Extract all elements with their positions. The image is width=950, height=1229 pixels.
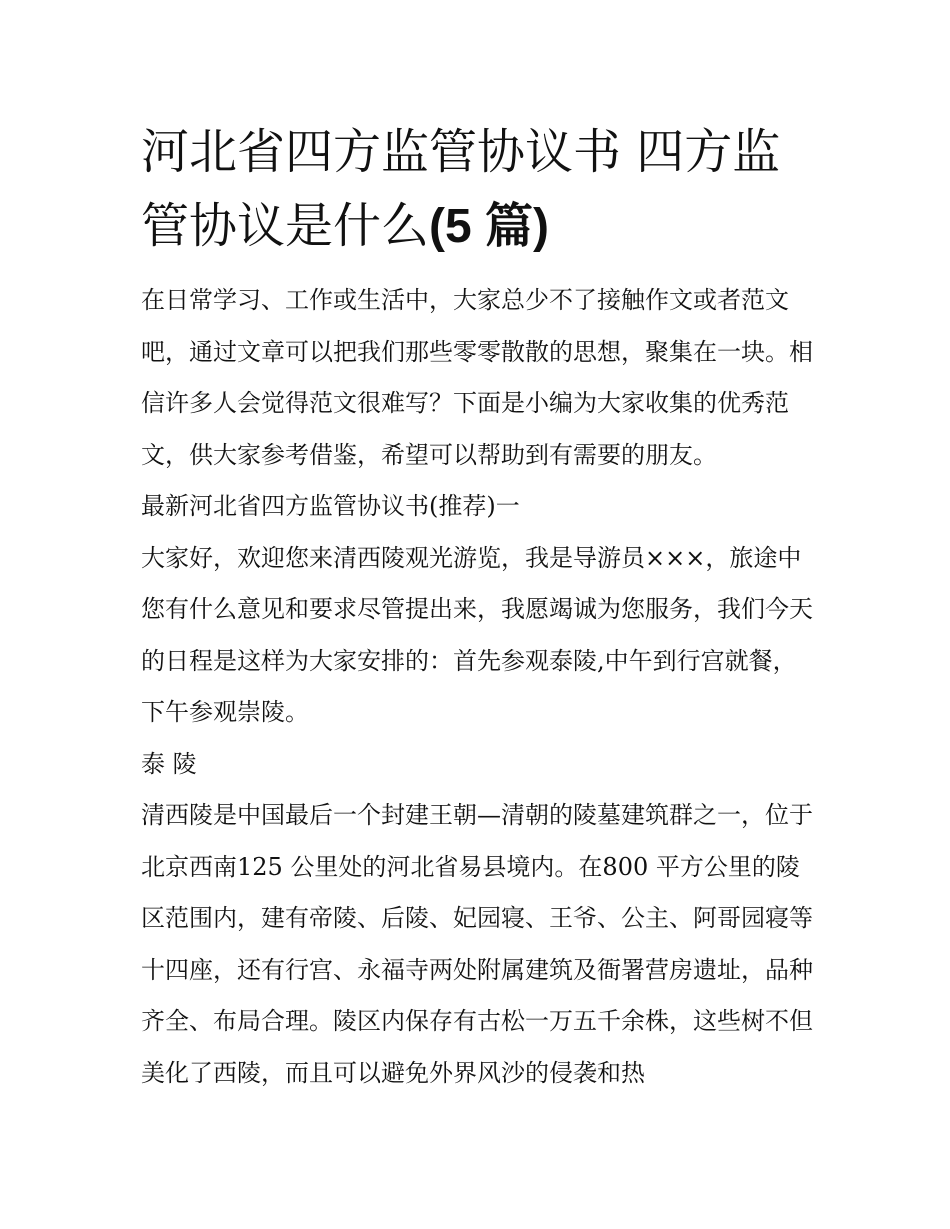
title-main: 河北省四方监管协议书 四方监管协议是什么 <box>141 124 781 254</box>
document-title <box>141 115 813 264</box>
section-heading: 最新河北省四方监管协议书(推荐)一 <box>141 492 520 520</box>
title-count: (5 篇) <box>429 200 550 253</box>
subsection-heading: 泰 陵 <box>141 749 197 778</box>
document-body <box>141 275 813 1099</box>
intro-paragraph: 在日常学习、工作或生活中，大家总少不了接触作文或者范文吧，通过文章可以把我们那些零零散散的思想，聚集在一块。相信许多人会觉得范文很难写？下面是小编为大家收集的优秀范文，供大家参考借鉴，希望可以帮助到有需要的朋友。 <box>141 286 813 469</box>
greeting-paragraph: 大家好，欢迎您来清西陵观光游览，我是导游员×××，旅途中您有什么意见和要求尽管提出来，我愿竭诚为您服务，我们今天的日程是这样为大家安排的：首先参观泰陵,中午到行宫就餐，下午参观崇陵。 <box>141 543 813 726</box>
description-paragraph: 清西陵是中国最后一个封建王朝—清朝的陵墓建筑群之一，位于北京西南125 公里处的河北省易县境内。在800 平方公里的陵区范围内，建有帝陵、后陵、妃园寝、王爷、公主、阿哥园寝等十四座，还有行宫、永福寺两处附属建筑及衙署营房遗址，品种齐全、布局合理。陵区内保存有古松一万五千余株，这些树不但美化了西陵，而且可以避免外界风沙的侵袭和热 <box>141 801 813 1087</box>
